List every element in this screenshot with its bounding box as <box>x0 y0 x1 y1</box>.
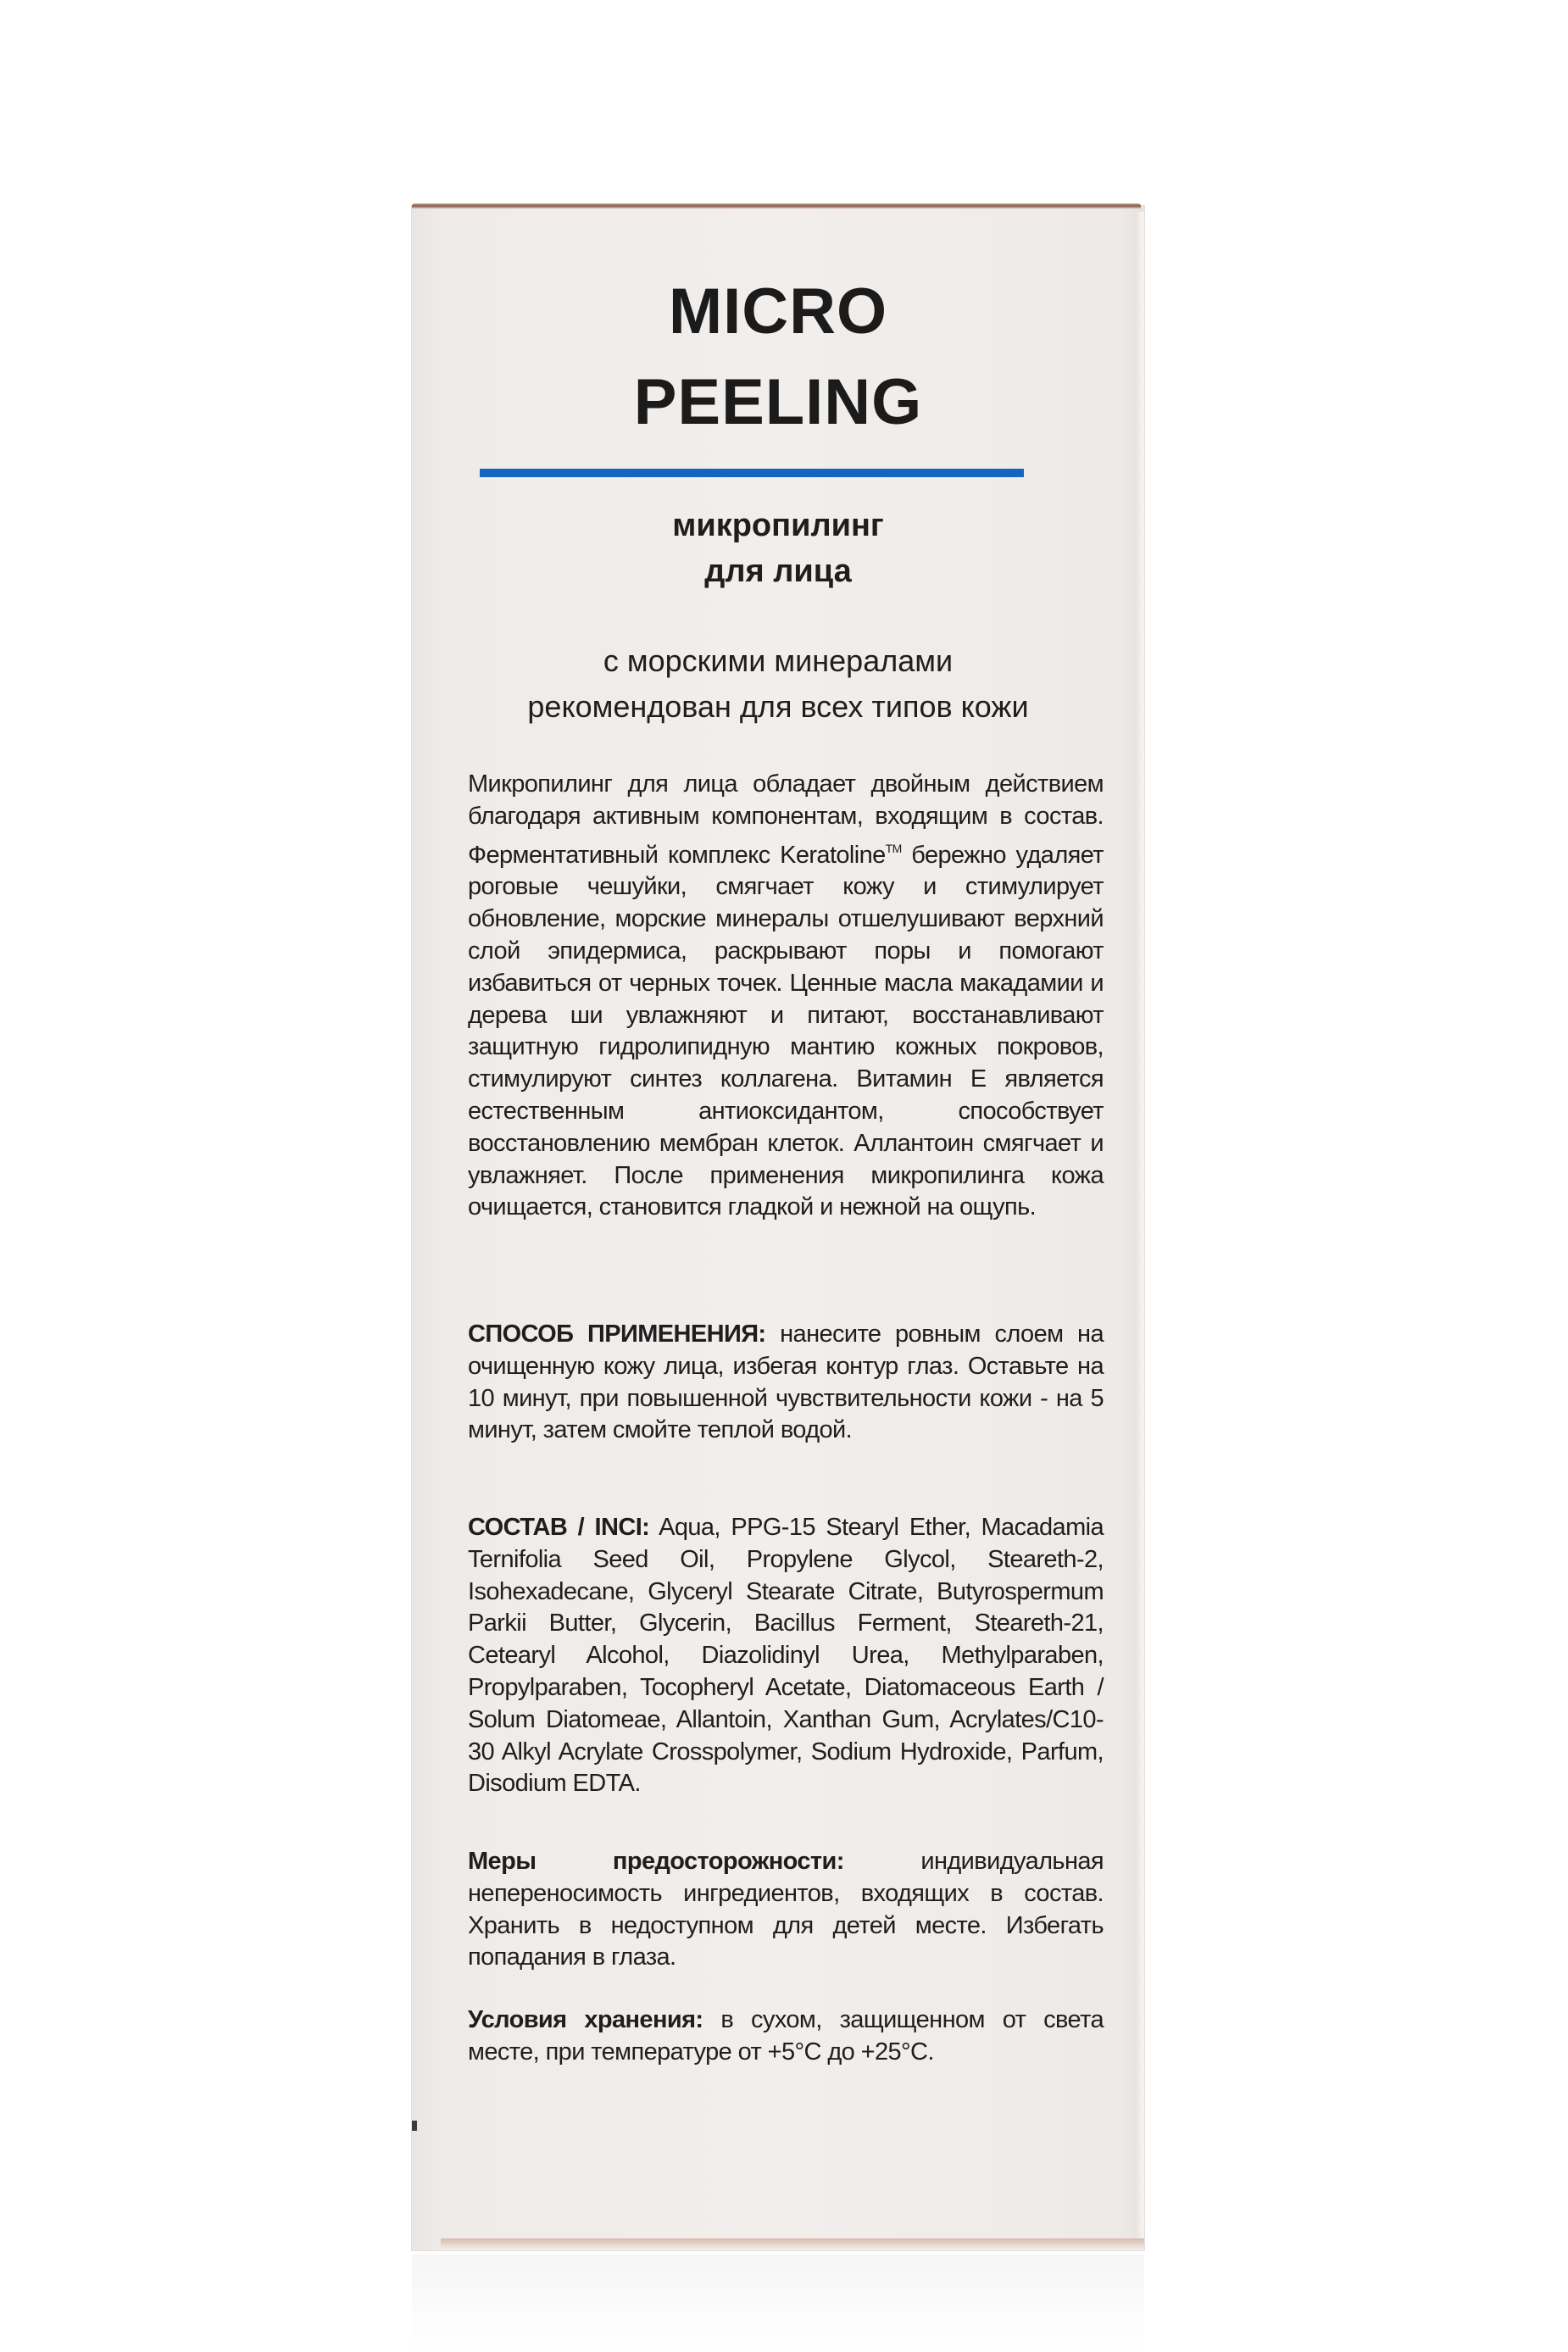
ingredients-paragraph <box>468 1512 1104 1800</box>
product-title-line-2: PEELING <box>633 366 923 438</box>
ingredients-label: СОСТАВ / INCI: <box>468 1514 650 1541</box>
ingredients-text: Aqua, PPG-15 Stearyl Ether, Macadamia Ternifolia Seed Oil, Propylene Glycol, Steareth-2, Isohexadecane, Glyceryl Stearate Citrate, Butyrospermum Parkii Butter, Glycerin, Bacillus Ferment, Steareth-21, Cetearyl Alcohol, Diazolidinyl Urea, Methylparaben, Propylparaben, Tocopheryl Acetate, Diatomaceous Earth / Solum Diatomeae, Allantoin, Xanthan Gum, Acrylates/C10-30 Alkyl Acrylate Crosspolymer, Sodium Hydroxide, Parfum, Disodium EDTA. <box>468 1514 1104 1798</box>
usage-paragraph <box>468 1319 1104 1447</box>
storage-text: в сухом, защищенном от света месте, при температуре от +5°С до +25°С. <box>468 2006 1104 2066</box>
surface-reflection <box>412 2255 1144 2352</box>
usage-text: нанесите ровным слоем на очищенную кожу лица, избегая контур глаз. Оставьте на 10 минут, при повышенной чувствительности кожи - на 5 минут, затем смойте теплой водой. <box>468 1321 1104 1444</box>
description-paragraph <box>468 769 1104 1224</box>
product-subtitle-line-1: микропилинг <box>672 508 884 543</box>
description-text-part-2: бережно удаляет роговые чешуйки, смягчает кожу и стимулирует обновление, морские минералы отшелушивают верхний слой эпидермиса, раскрывают поры и помогают избавиться от черных точек. Ценные масла макадамии и дерева ши увлажняют и питают, восстанавливают защитную гидролипидную мантию кожных покровов, стимулируют синтез коллагена. Витамин Е является естественным антиоксидантом, способствует восстановлению мембран клеток. Аллантоин смягчает и увлажняет. После применения микропилинга кожа очищается, становится гладкой и нежной на ощупь. <box>468 841 1104 1221</box>
box-bottom-edge <box>441 2238 1144 2250</box>
storage-label: Условия хранения: <box>468 2006 703 2033</box>
precautions-label: Меры предосторожности: <box>468 1848 844 1875</box>
precautions-text: индивидуальная непереносимость ингредиентов, входящих в состав. Хранить в недоступном для детей месте. Избегать попадания в глаза. <box>468 1848 1104 1971</box>
storage-paragraph <box>468 2004 1104 2069</box>
product-title-line-1: MICRO <box>668 275 888 348</box>
description-text-part-1: Микропилинг для лица обладает двойным действием благодаря активным компонентам, входящим в состав. Ферментативный комплекс Keratoline <box>468 770 1104 869</box>
box-side-mark <box>412 2121 417 2131</box>
product-tagline-line-2: рекомендован для всех типов кожи <box>527 689 1029 724</box>
product-subtitle-line-2: для лица <box>704 553 852 589</box>
precautions-paragraph <box>468 1846 1104 1974</box>
trademark-mark: TM <box>885 841 902 855</box>
box-top-edge <box>412 203 1141 209</box>
product-tagline-line-1: с морскими минералами <box>603 643 954 678</box>
usage-label: СПОСОБ ПРИМЕНЕНИЯ: <box>468 1321 766 1348</box>
blue-divider-rule <box>480 469 1024 477</box>
